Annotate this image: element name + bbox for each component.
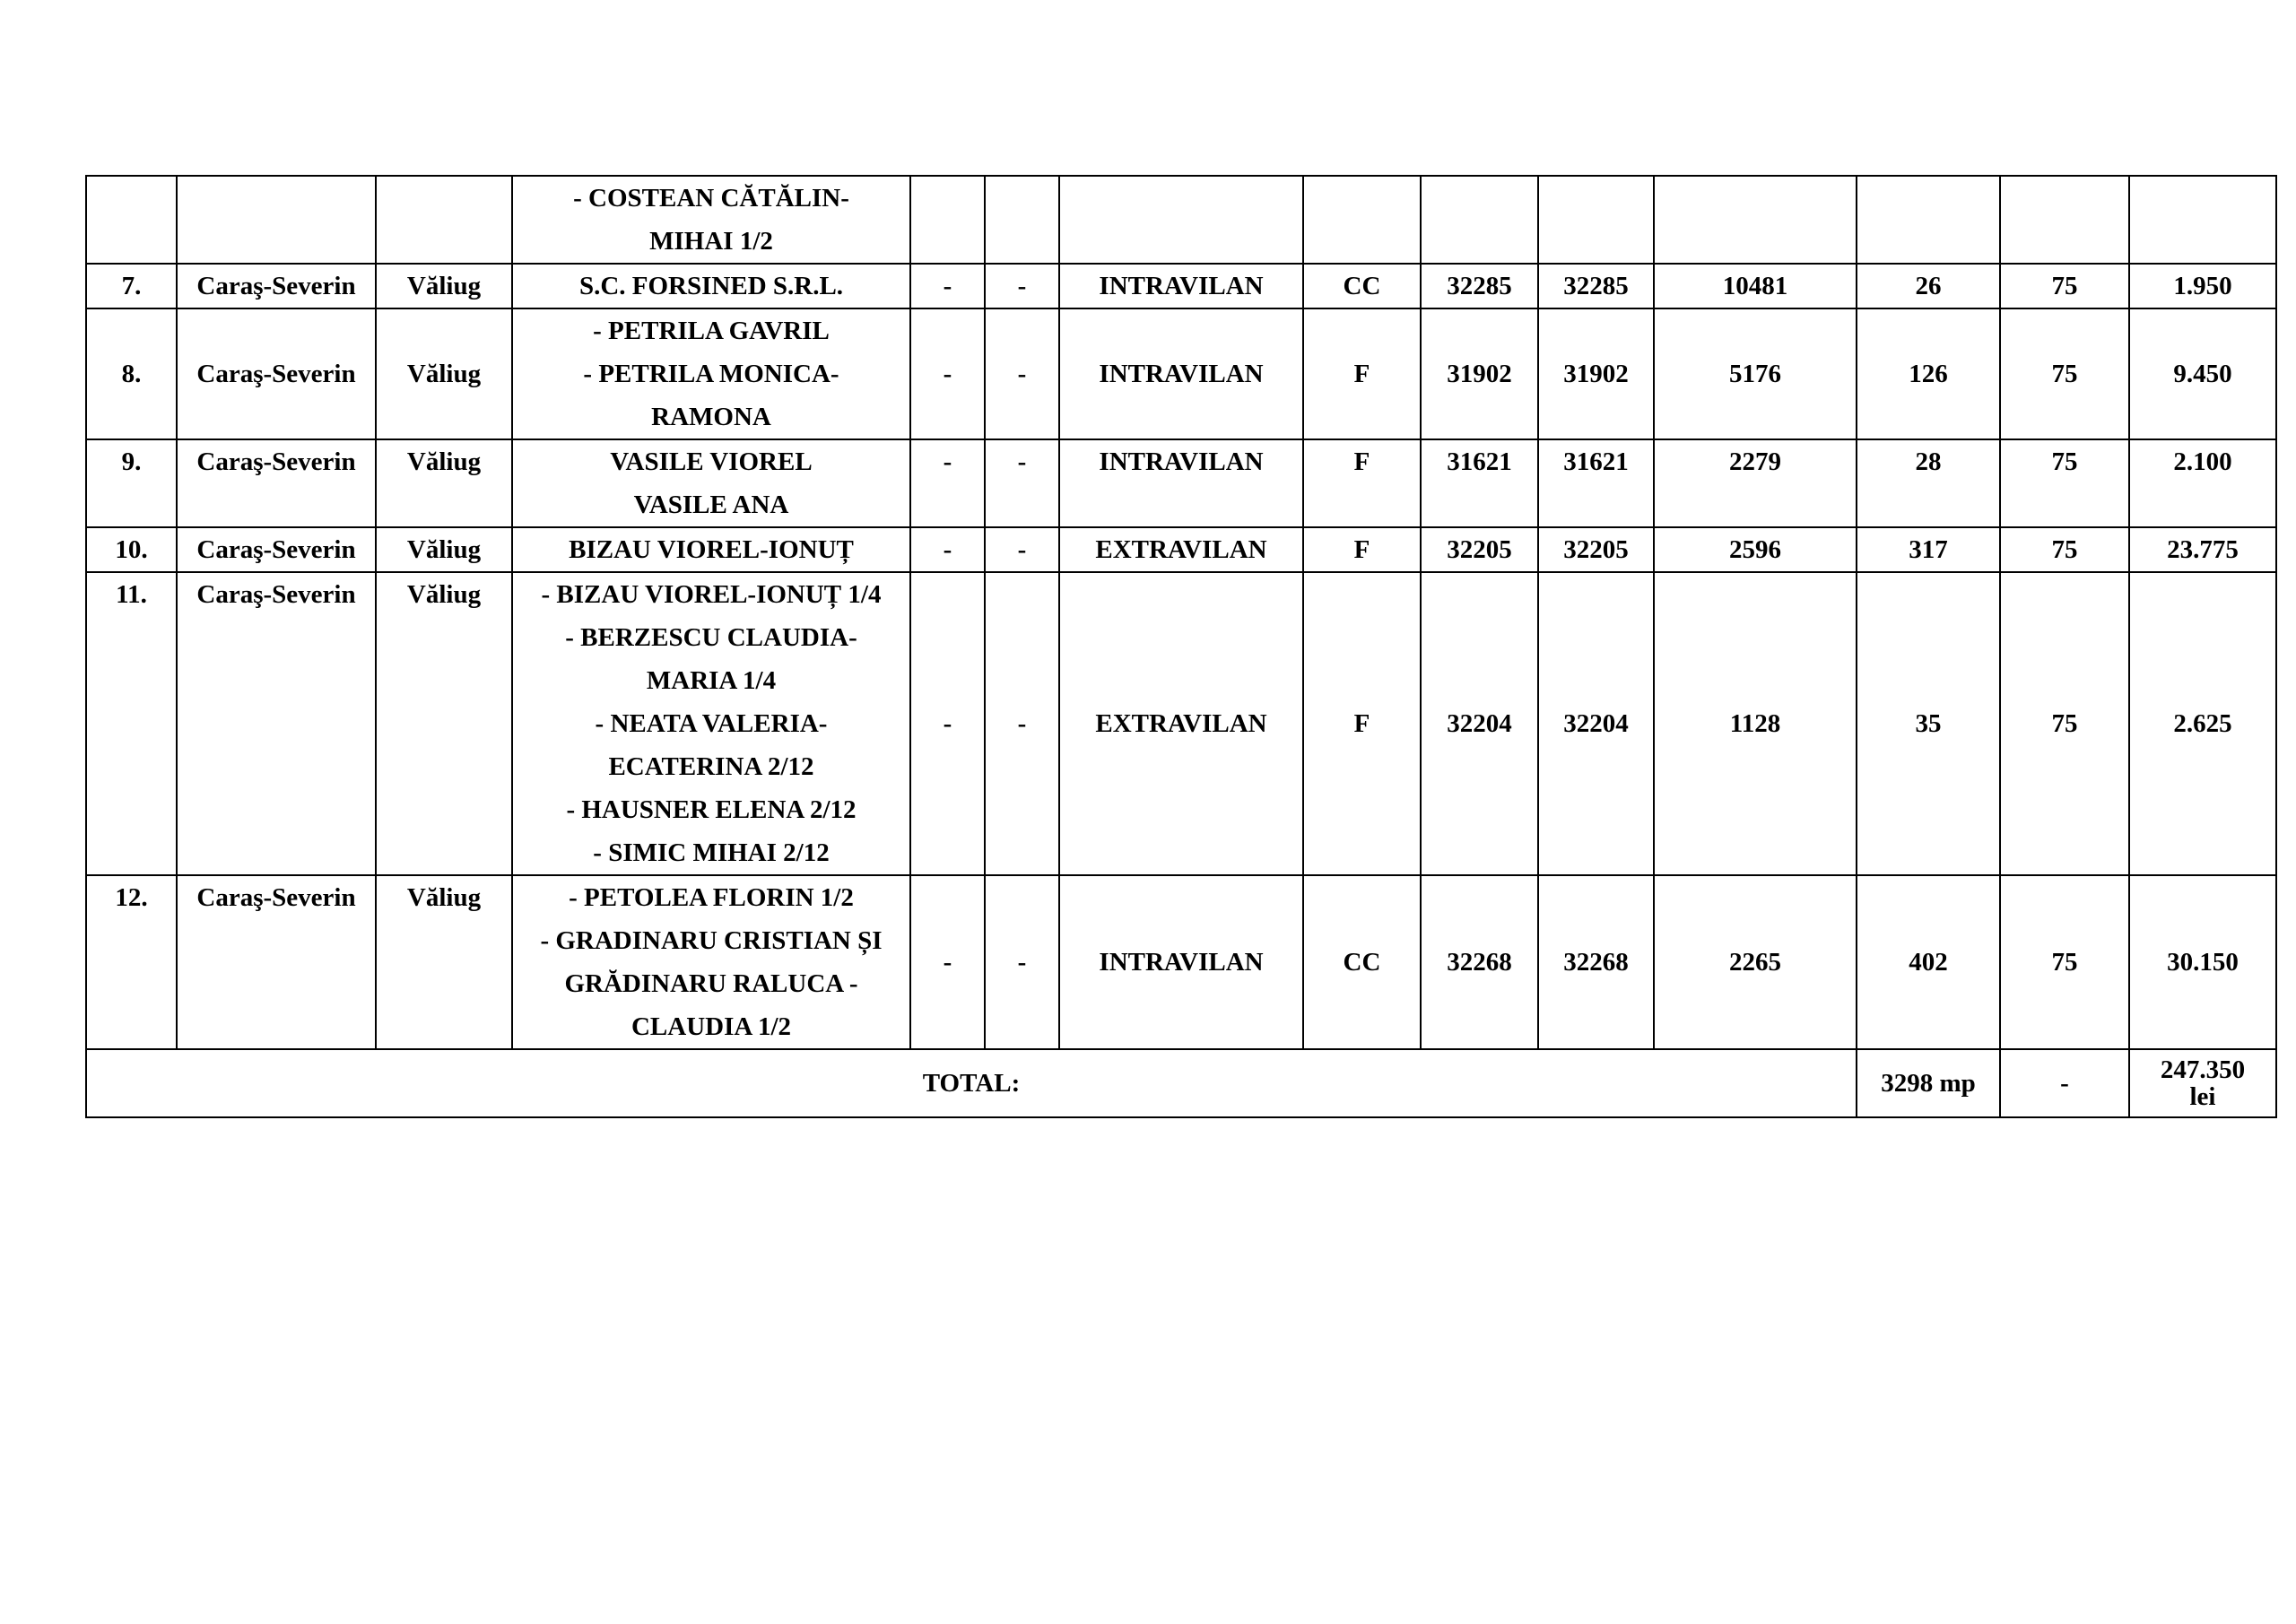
cell-categorie: INTRAVILAN (1059, 308, 1303, 439)
cell-valoare: 23.775 (2129, 527, 2276, 572)
cell-tip: CC (1303, 875, 1421, 1049)
cell-c6: - (985, 439, 1059, 527)
cell-c6: - (985, 264, 1059, 308)
expropriation-table (85, 175, 2277, 1118)
cell-cad1 (1421, 176, 1538, 264)
cell-suprafata: 402 (1857, 875, 2000, 1049)
cell-cf: 1128 (1654, 572, 1857, 875)
cell-cad1: 32268 (1421, 875, 1538, 1049)
cell-pret (2000, 176, 2129, 264)
total-valoare-currency: lei (2189, 1082, 2216, 1111)
cell-categorie: EXTRAVILAN (1059, 527, 1303, 572)
cell-judet: Caraş-Severin (177, 264, 376, 308)
cell-localitate: Văliug (376, 264, 512, 308)
cell-judet (177, 176, 376, 264)
cell-localitate: Văliug (376, 527, 512, 572)
cell-localitate: Văliug (376, 875, 512, 1049)
cell-pret: 75 (2000, 439, 2129, 527)
cell-nr: 7. (86, 264, 177, 308)
cell-cad1: 31621 (1421, 439, 1538, 527)
table-row (86, 527, 2276, 572)
owner-line: VASILE VIOREL (610, 447, 813, 476)
cell-cad1: 31902 (1421, 308, 1538, 439)
cell-categorie: INTRAVILAN (1059, 264, 1303, 308)
owner-line: BIZAU VIOREL-IONUȚ (569, 535, 854, 564)
table-body (86, 176, 2276, 1117)
cell-cad2: 32268 (1538, 875, 1654, 1049)
owner-line: - PETRILA GAVRIL (593, 317, 830, 345)
cell-judet: Caraş-Severin (177, 875, 376, 1049)
cell-c5 (910, 176, 985, 264)
total-suprafata: 3298 mp (1857, 1049, 2000, 1117)
cell-nr: 11. (86, 572, 177, 875)
cell-cf: 2265 (1654, 875, 1857, 1049)
cell-tip (1303, 176, 1421, 264)
cell-localitate: Văliug (376, 572, 512, 875)
owner-line: MARIA 1/4 (646, 666, 777, 695)
cell-pret: 75 (2000, 875, 2129, 1049)
cell-judet: Caraş-Severin (177, 572, 376, 875)
cell-c6 (985, 176, 1059, 264)
cell-tip: CC (1303, 264, 1421, 308)
total-label: TOTAL: (86, 1049, 1857, 1117)
cell-localitate: Văliug (376, 308, 512, 439)
cell-owners (512, 527, 910, 572)
owner-line: - SIMIC MIHAI 2/12 (593, 838, 830, 867)
cell-cf: 5176 (1654, 308, 1857, 439)
cell-suprafata (1857, 176, 2000, 264)
table-row (86, 264, 2276, 308)
cell-pret: 75 (2000, 264, 2129, 308)
cell-owners (512, 308, 910, 439)
cell-cad1: 32285 (1421, 264, 1538, 308)
cell-tip: F (1303, 572, 1421, 875)
cell-judet: Caraş-Severin (177, 527, 376, 572)
cell-cf (1654, 176, 1857, 264)
owner-line: - PETRILA MONICA- (583, 360, 839, 388)
cell-owners (512, 176, 910, 264)
cell-c6: - (985, 572, 1059, 875)
cell-valoare: 9.450 (2129, 308, 2276, 439)
cell-tip: F (1303, 527, 1421, 572)
cell-owners (512, 264, 910, 308)
owner-line: GRĂDINARU RALUCA - (564, 969, 858, 998)
cell-pret: 75 (2000, 308, 2129, 439)
cell-c6: - (985, 308, 1059, 439)
cell-pret: 75 (2000, 572, 2129, 875)
cell-valoare: 1.950 (2129, 264, 2276, 308)
cell-localitate: Văliug (376, 439, 512, 527)
cell-tip: F (1303, 439, 1421, 527)
table-row (86, 875, 2276, 1049)
table-row (86, 176, 2276, 264)
cell-owners (512, 439, 910, 527)
cell-valoare: 2.625 (2129, 572, 2276, 875)
cell-nr: 10. (86, 527, 177, 572)
cell-categorie: INTRAVILAN (1059, 875, 1303, 1049)
cell-localitate (376, 176, 512, 264)
total-valoare (2129, 1049, 2276, 1117)
owner-line: - HAUSNER ELENA 2/12 (566, 795, 857, 824)
cell-suprafata: 35 (1857, 572, 2000, 875)
cell-nr: 8. (86, 308, 177, 439)
cell-c6: - (985, 527, 1059, 572)
cell-categorie: INTRAVILAN (1059, 439, 1303, 527)
total-row (86, 1049, 2276, 1117)
cell-c6: - (985, 875, 1059, 1049)
cell-c5: - (910, 264, 985, 308)
total-valoare-amount: 247.350 (2160, 1055, 2246, 1084)
cell-cad2: 32205 (1538, 527, 1654, 572)
cell-categorie: EXTRAVILAN (1059, 572, 1303, 875)
cell-suprafata: 126 (1857, 308, 2000, 439)
cell-cad1: 32204 (1421, 572, 1538, 875)
owner-line: - BIZAU VIOREL-IONUȚ 1/4 (541, 580, 882, 609)
cell-pret: 75 (2000, 527, 2129, 572)
cell-tip: F (1303, 308, 1421, 439)
cell-cad2: 31621 (1538, 439, 1654, 527)
cell-valoare (2129, 176, 2276, 264)
cell-c5: - (910, 527, 985, 572)
owner-line: - NEATA VALERIA- (595, 709, 828, 738)
owner-line: MIHAI 1/2 (649, 227, 773, 256)
owner-line: - PETOLEA FLORIN 1/2 (569, 883, 854, 912)
cell-nr: 12. (86, 875, 177, 1049)
table-row (86, 572, 2276, 875)
owner-line: - COSTEAN CĂTĂLIN- (573, 184, 849, 213)
owner-line: RAMONA (651, 403, 771, 431)
cell-cad2: 31902 (1538, 308, 1654, 439)
owner-line: - GRADINARU CRISTIAN ȘI (540, 926, 883, 955)
owner-line: S.C. FORSINED S.R.L. (578, 272, 844, 300)
cell-owners (512, 572, 910, 875)
cell-cf: 10481 (1654, 264, 1857, 308)
cell-cad2: 32204 (1538, 572, 1654, 875)
table-row (86, 439, 2276, 527)
cell-cad1: 32205 (1421, 527, 1538, 572)
cell-cf: 2596 (1654, 527, 1857, 572)
cell-suprafata: 317 (1857, 527, 2000, 572)
cell-cf: 2279 (1654, 439, 1857, 527)
cell-c5: - (910, 308, 985, 439)
cell-c5: - (910, 572, 985, 875)
total-pret: - (2000, 1049, 2129, 1117)
cell-valoare: 2.100 (2129, 439, 2276, 527)
cell-suprafata: 26 (1857, 264, 2000, 308)
cell-valoare: 30.150 (2129, 875, 2276, 1049)
cell-categorie (1059, 176, 1303, 264)
cell-cad2: 32285 (1538, 264, 1654, 308)
cell-c5: - (910, 875, 985, 1049)
table-row (86, 308, 2276, 439)
owner-line: CLAUDIA 1/2 (631, 1012, 792, 1041)
cell-c5: - (910, 439, 985, 527)
cell-judet: Caraş-Severin (177, 308, 376, 439)
cell-cad2 (1538, 176, 1654, 264)
owner-line: - BERZESCU CLAUDIA- (565, 623, 857, 652)
cell-owners (512, 875, 910, 1049)
owner-line: ECATERINA 2/12 (608, 752, 814, 781)
cell-nr (86, 176, 177, 264)
cell-suprafata: 28 (1857, 439, 2000, 527)
cell-nr: 9. (86, 439, 177, 527)
owner-line: VASILE ANA (633, 491, 789, 519)
cell-judet: Caraş-Severin (177, 439, 376, 527)
